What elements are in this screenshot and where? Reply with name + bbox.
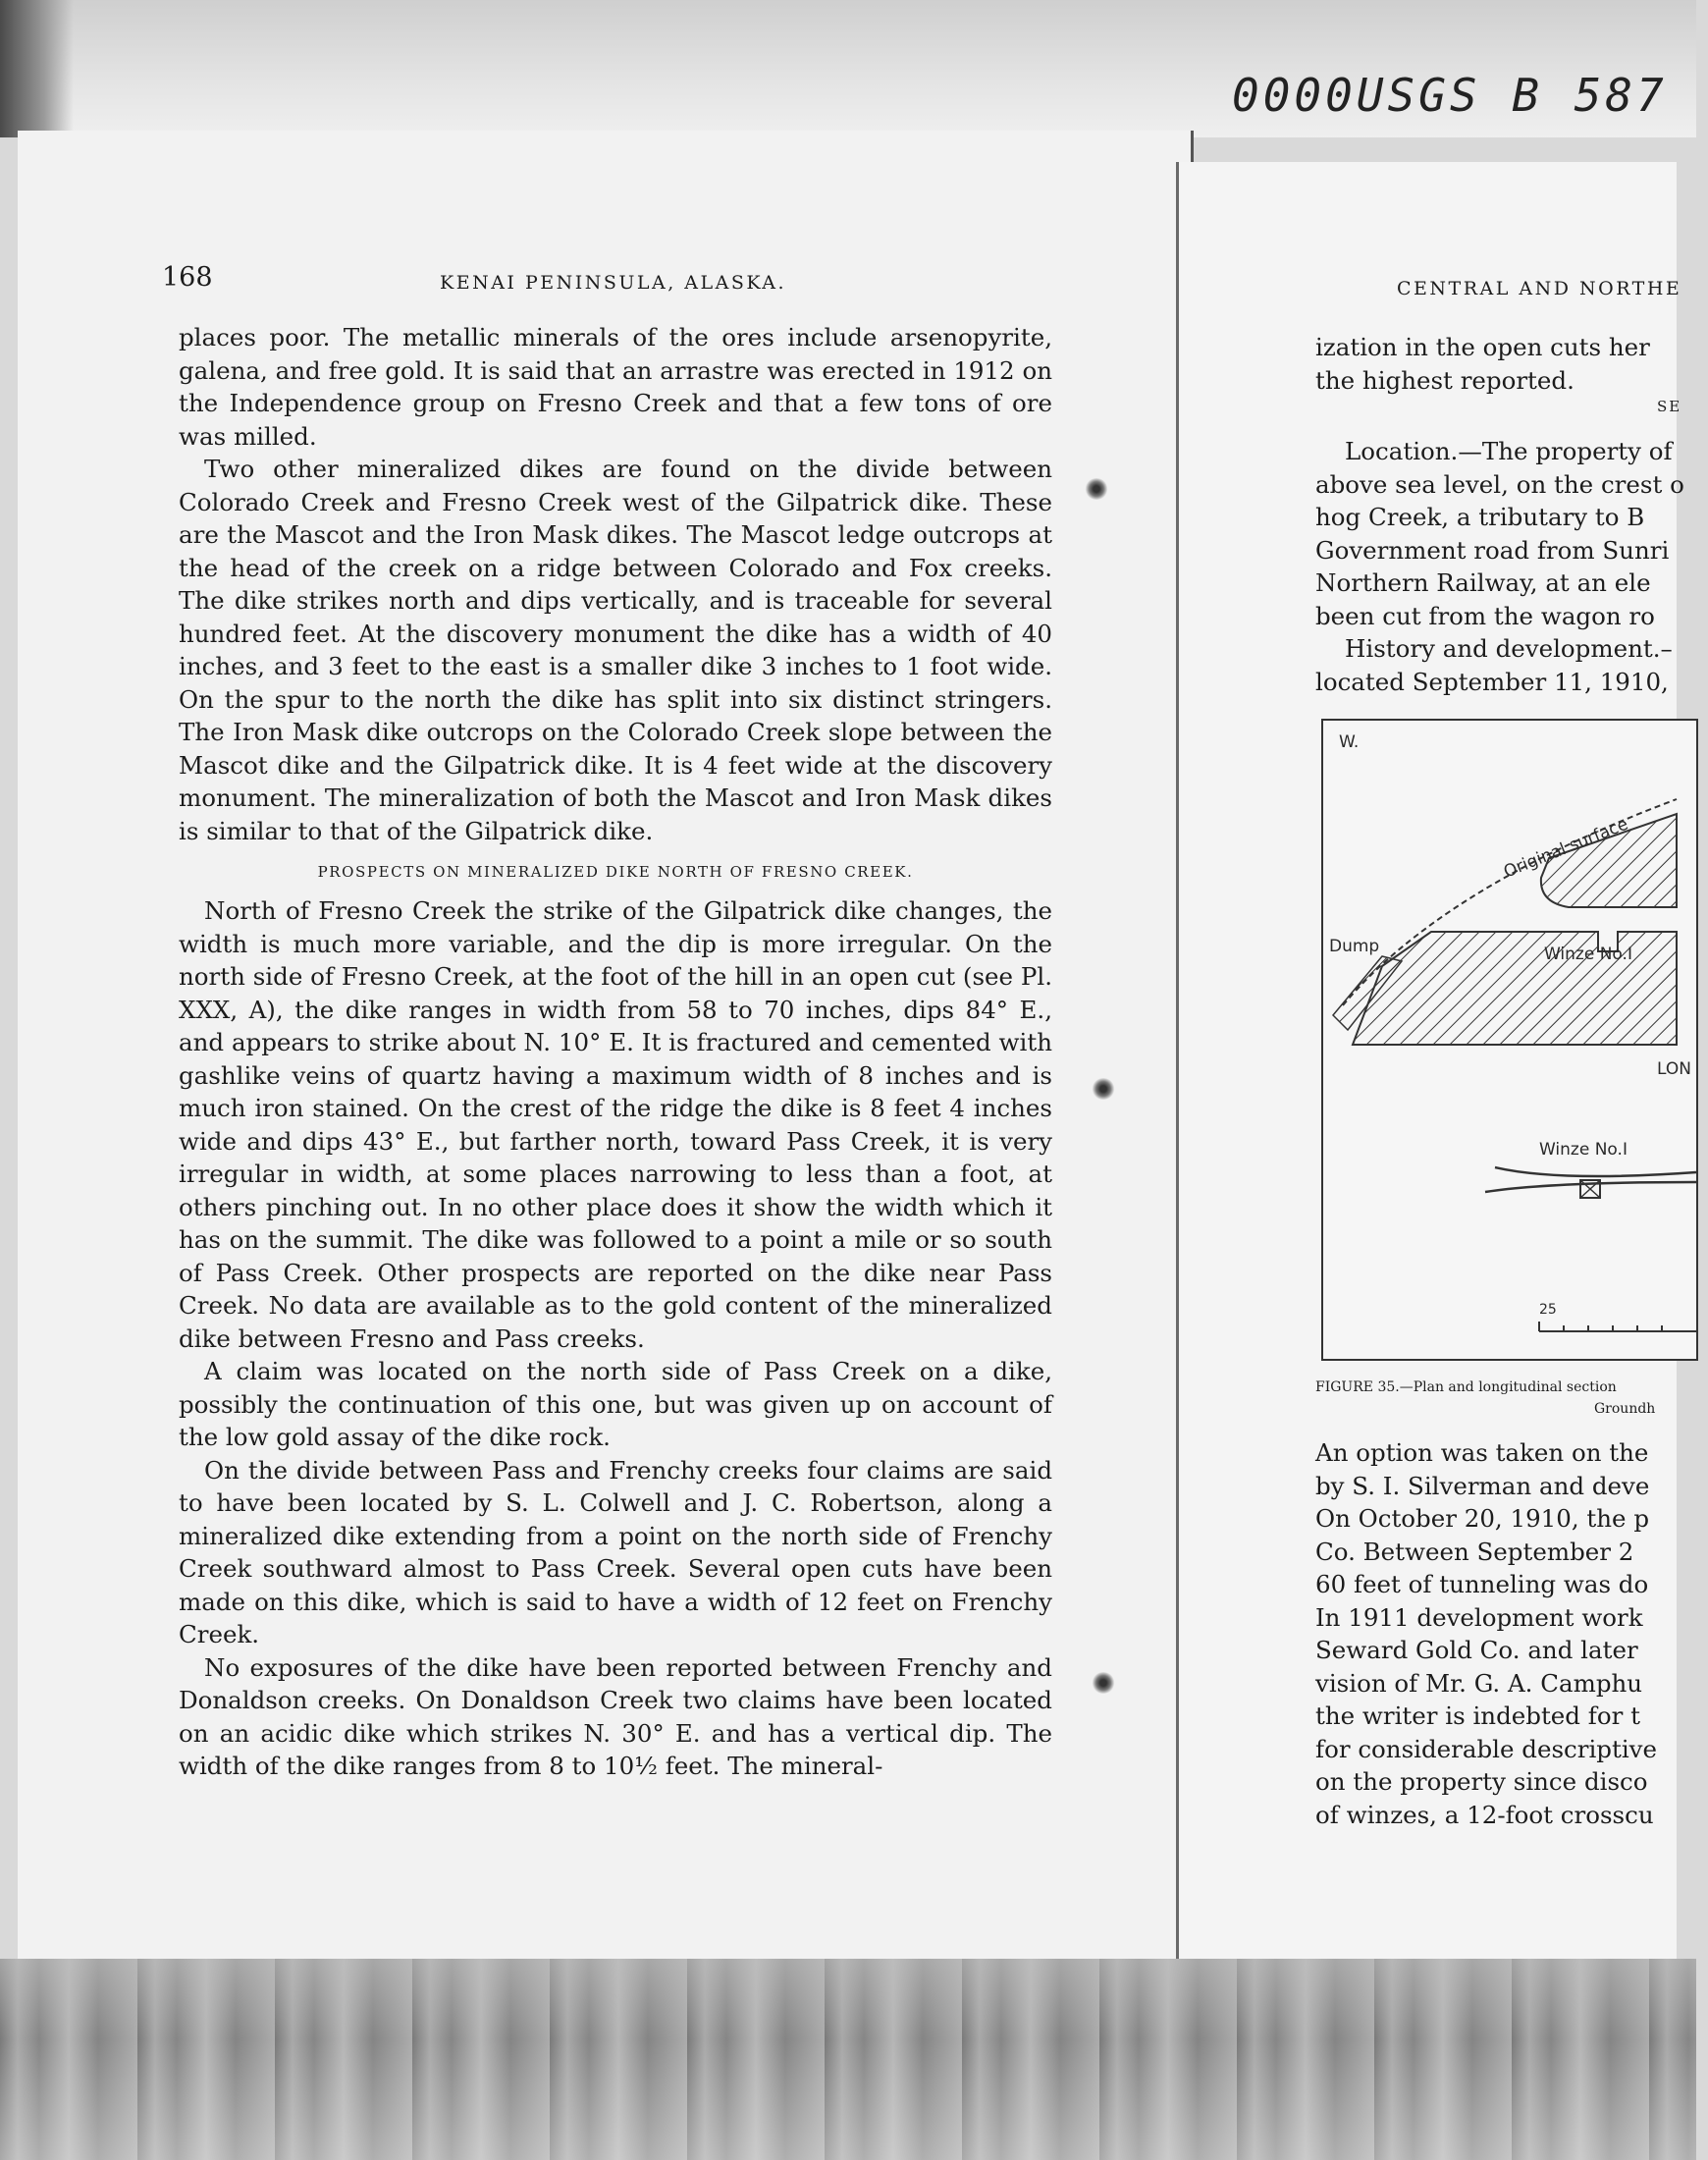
paragraph: Two other mineralized dikes are found on the divide between Colorado Creek and Fresno Creek west of the Gilpatrick dike. These are the Mascot and the Iron Mask dikes. The Mascot ledge outcrops at the head of the creek on a ridge between Colorado and Fox creeks. The dike strikes north and dips vertically, and is traceable for several hundred feet. At the discovery monument the dike has a width of 40 inches, and 3 feet to the east is a smaller dike 3 inches to 1 foot wide. On the spur to the north the dike has split into six distinct stringers. The Iron Mask dike outcrops on the Colorado Creek slope between the Mascot dike and the Gilpatrick dike. It is 4 feet wide at the discovery monument. The mineralization of both the Mascot and Iron Mask dikes is similar to that of the Gilpatrick dike.: [179, 455, 1052, 845]
section-heading: PROSPECTS ON MINERALIZED DIKE NORTH OF FRESNO CREEK.: [317, 863, 914, 881]
text-line: History and development.–: [1345, 634, 1673, 663]
text-line: been cut from the wagon ro: [1315, 601, 1655, 630]
right-running-head: CENTRAL AND NORTHE: [1397, 278, 1682, 299]
figure-35: [1321, 719, 1698, 1361]
figure-scale-label: 25: [1539, 1302, 1557, 1318]
right-bottom-text: [1315, 1436, 1708, 1831]
text-line: hog Creek, a tributary to B: [1315, 503, 1645, 531]
scan-shadow: [0, 0, 74, 137]
text-line: In 1911 development work: [1315, 1602, 1643, 1632]
text-line: on the property since disco: [1315, 1767, 1648, 1796]
figure-label-longitudinal: LON: [1657, 1059, 1691, 1079]
caption-line: Groundh: [1594, 1401, 1656, 1417]
binder-hole: [1092, 1672, 1115, 1694]
paragraph: North of Fresno Creek the strike of the Gilpatrick dike changes, the width is much more variable, and the dip is more irregular. On the north side of Fresno Creek, at the foot of the hill in an open cut (see Pl. XXX, A), the dike ranges in width from 58 to 70 inches, dips 84° E., and appears to strike about N. 10° E. It is fractured and cemented with gashlike veins of quartz having a maximum width of 8 inches and is much iron stained. On the crest of the ridge the dike is 8 feet 4 inches wide and dips 43° E., but farther north, toward Pass Creek, it is very irregular in width, at some places narrowing to less than a foot, at others pinching out. In no other place does it show the width which it has on the summit. The dike was followed to a point a mile or so south of Pass Creek. Other prospects are reported on the dike near Pass Creek. No data are available as to the gold content of the mineralized dike between Fresno and Pass creeks.: [179, 896, 1052, 1353]
figure-drawing: [1323, 721, 1696, 1359]
text-line: located September 11, 1910,: [1315, 667, 1669, 696]
left-page-body: [179, 321, 1052, 1783]
text-line: the highest reported.: [1315, 365, 1575, 395]
text-line: for considerable descriptive: [1315, 1734, 1658, 1763]
text-line: ization in the open cuts her: [1315, 333, 1650, 361]
scan-bottom-shading: [0, 1959, 1696, 2160]
figure-label-original-surface: Original surface: [1501, 814, 1631, 883]
tunnel-line-upper: [1495, 1167, 1696, 1176]
text-line: On October 20, 1910, the p: [1315, 1504, 1650, 1533]
text-line: the writer is indebted for t: [1315, 1701, 1640, 1730]
left-page-header: [162, 262, 1055, 297]
text-line: An option was taken on the: [1315, 1438, 1649, 1467]
text-line: by S. I. Silverman and deve: [1315, 1471, 1650, 1500]
page-gutter-line: [1176, 162, 1179, 1962]
paragraph: On the divide between Pass and Frenchy creeks four claims are said to have been located by S. L. Colwell and J. C. Robertson, along a mineralized dike extending from a point on the north side of Frenchy Creek southward almost to Pass Creek. Several open cuts have been made on this dike, which is said to have a width of 12 feet on Frenchy Creek.: [179, 1455, 1052, 1648]
text-line: Location.—The property of: [1345, 437, 1673, 465]
right-page: [1176, 162, 1691, 1962]
tunnel-line-lower: [1485, 1182, 1696, 1192]
paragraph: places poor. The metallic minerals of the ores include arsenopyrite, galena, and free gold. It is said that an arrastre was erected in 1912 on the Independence group on Fresno Creek and that a few tons of ore was milled.: [179, 323, 1052, 451]
text-line: Government road from Sunri: [1315, 535, 1670, 565]
text-line: Co. Between September 2: [1315, 1537, 1634, 1566]
accession-stamp: 0000USGS B 587: [1232, 69, 1668, 122]
right-location-text: [1315, 435, 1708, 698]
paragraph: A claim was located on the north side of Pass Creek on a dike, possibly the continuation of this one, but was given up on account of the low gold assay of the dike rock.: [179, 1357, 1052, 1451]
text-line: of winzes, a 12-foot crosscu: [1315, 1800, 1654, 1829]
text-line: Seward Gold Co. and later: [1315, 1636, 1638, 1664]
figure-label-winze-plan: Winze No.I: [1539, 1140, 1628, 1160]
text-line: vision of Mr. G. A. Camphu: [1315, 1668, 1643, 1698]
running-head: KENAI PENINSULA, ALASKA.: [440, 272, 787, 294]
binder-hole: [1092, 1078, 1115, 1100]
right-top-text: [1315, 331, 1708, 397]
text-line: above sea level, on the crest o: [1315, 469, 1684, 499]
page-number: 168: [162, 262, 213, 293]
figure-caption: [1315, 1377, 1655, 1420]
binder-hole: [1085, 478, 1108, 500]
text-line: Northern Railway, at an ele: [1315, 568, 1651, 597]
section-heading-fragment: SE: [1657, 398, 1682, 415]
figure-label-west: W.: [1339, 732, 1360, 752]
text-line: 60 feet of tunneling was do: [1315, 1570, 1649, 1598]
figure-label-dump: Dump: [1329, 937, 1380, 956]
figure-label-winze-section: Winze No.I: [1544, 945, 1632, 964]
caption-line: FIGURE 35.—Plan and longitudinal section: [1315, 1379, 1617, 1395]
paragraph: No exposures of the dike have been reported between Frenchy and Donaldson creeks. On Donaldson Creek two claims have been located on an acidic dike which strikes N. 30° E. and has a vertical dip. The width of the dike ranges from 8 to 10½ feet. The mineral-: [179, 1652, 1052, 1780]
